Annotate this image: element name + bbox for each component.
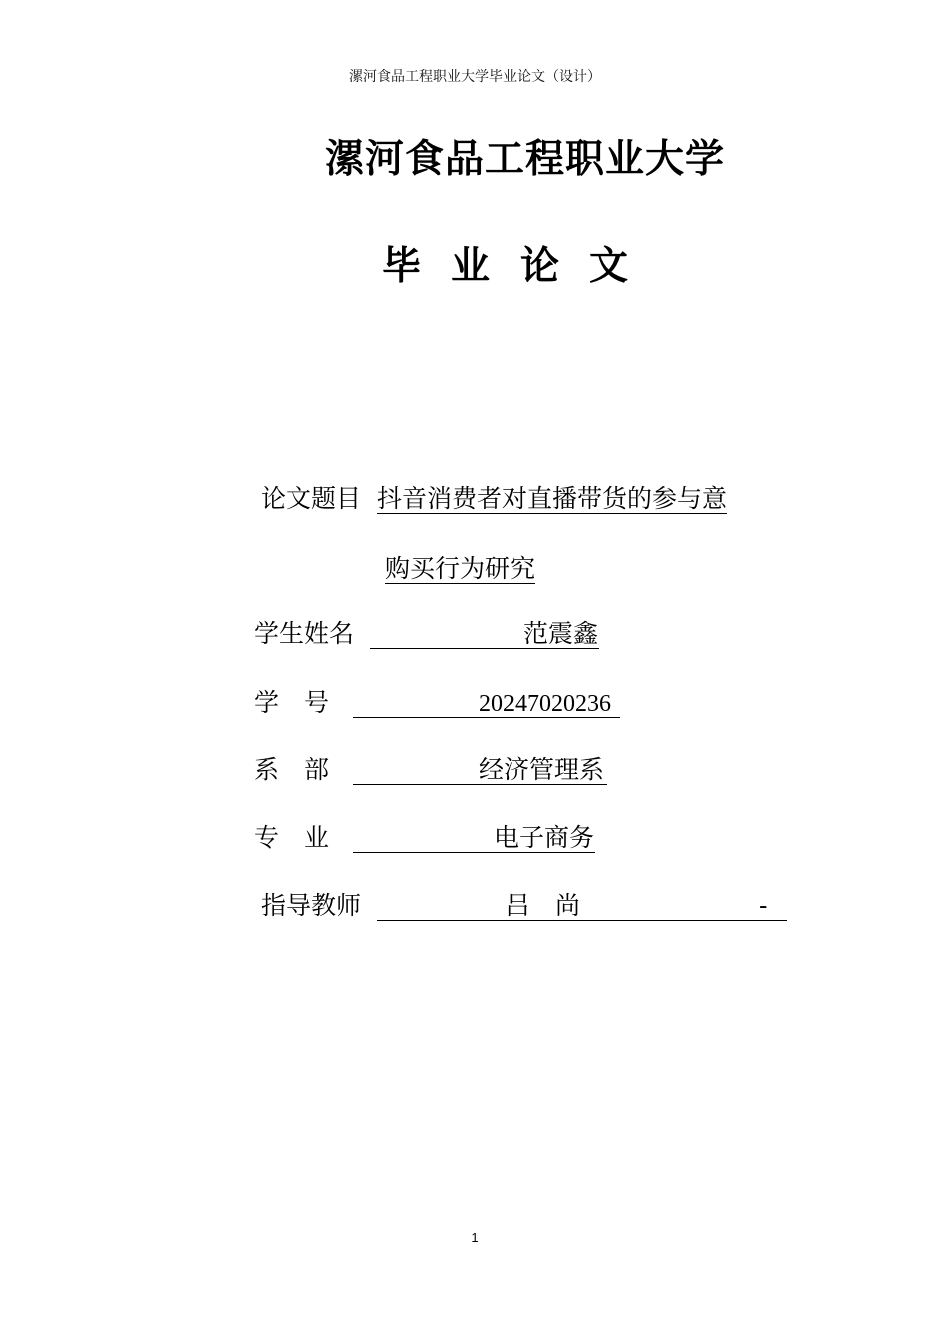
student-id-underline	[353, 689, 620, 718]
document-type-title: 毕业论文	[381, 243, 658, 289]
thesis-title-row-2	[385, 552, 535, 586]
advisor-underline	[377, 892, 787, 921]
advisor-trailing-mark: -	[758, 891, 768, 920]
thesis-title-underline	[377, 485, 727, 514]
student-id-row	[254, 686, 620, 720]
student-name-row	[254, 617, 599, 651]
department-value: 经济管理系	[478, 755, 604, 784]
thesis-title-line1: 抖音消费者对直播带货的参与意	[376, 484, 727, 513]
thesis-title-label: 论文题目	[261, 484, 362, 513]
major-value: 电子商务	[493, 823, 594, 852]
department-label: 系 部	[254, 755, 330, 784]
major-label: 专 业	[254, 823, 330, 852]
advisor-label: 指导教师	[261, 891, 362, 920]
running-header: 漯河食品工程职业大学毕业论文（设计）	[349, 69, 601, 85]
student-name-label: 学生姓名	[254, 619, 355, 648]
thesis-title-line2: 购买行为研究	[385, 554, 536, 583]
advisor-value: 吕 尚	[504, 891, 580, 920]
student-id-label: 学 号	[254, 688, 330, 717]
department-row	[254, 753, 607, 787]
university-title: 漯河食品工程职业大学	[324, 136, 725, 182]
student-name-value: 范震鑫	[522, 619, 598, 648]
student-id-value: 20247020236	[478, 691, 611, 717]
thesis-title-underline-2	[385, 555, 535, 584]
major-row	[254, 821, 595, 855]
major-underline	[353, 824, 595, 853]
student-name-underline	[370, 620, 599, 649]
advisor-row	[261, 889, 787, 923]
page-number: 1	[471, 1230, 479, 1245]
thesis-title-row	[261, 482, 727, 516]
department-underline	[353, 756, 607, 785]
